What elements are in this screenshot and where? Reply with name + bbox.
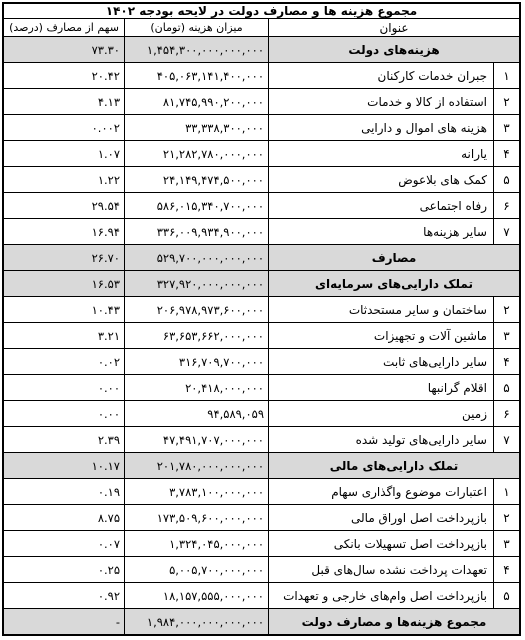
row-amount: ۱,۳۲۴,۰۴۵,۰۰۰,۰۰۰ [124, 531, 268, 556]
group-label: تملک دارایی‌های سرمایه‌ای [268, 271, 519, 296]
row-label: اعتبارات موضوع واگذاری سهام [268, 479, 493, 504]
table-row [4, 349, 519, 375]
header-amount: میزان هزینه (تومان) [124, 19, 268, 36]
table-row [4, 583, 519, 609]
row-number: ۲ [493, 297, 519, 322]
row-share: ۱.۰۷ [97, 146, 120, 161]
table-group-row [4, 609, 519, 634]
row-amount: ۱۸,۱۵۷,۵۵۵,۰۰۰,۰۰۰ [124, 583, 268, 608]
row-label: بازپرداخت اصل تسهیلات بانکی [268, 531, 493, 556]
row-number: ۶ [493, 193, 519, 218]
table-row [4, 89, 519, 115]
row-number: ۴ [493, 557, 519, 582]
table-row [4, 401, 519, 427]
row-share: ۲۰.۴۲ [91, 68, 120, 83]
row-share: ۱۰.۴۳ [91, 302, 120, 317]
row-amount: ۶۳,۶۵۳,۶۶۲,۰۰۰,۰۰۰ [124, 323, 268, 348]
row-number: ۵ [493, 167, 519, 192]
row-share: ۱.۲۲ [97, 172, 120, 187]
row-amount: ۱,۴۵۴,۳۰۰,۰۰۰,۰۰۰,۰۰۰ [124, 37, 268, 62]
group-label: مجموع هزینه‌ها و مصارف دولت [268, 609, 519, 634]
table-row [4, 115, 519, 141]
row-amount: ۴۷,۴۹۱,۷۰۷,۰۰۰,۰۰۰ [124, 427, 268, 452]
table-title: مجموع هزینه ها و مصارف دولت در لایحه بودجه ۱۴۰۲ [4, 4, 519, 19]
row-label: سایر دارایی‌های تولید شده [268, 427, 493, 452]
row-share: ۰.۰۰ [97, 406, 120, 421]
row-amount: ۲۰,۴۱۸,۰۰۰,۰۰۰ [124, 375, 268, 400]
group-label: تملک دارایی‌های مالی [268, 453, 519, 478]
row-label: زمین [268, 401, 493, 426]
group-label: مصارف [268, 245, 519, 270]
row-share: ۰.۰۰۲ [91, 120, 120, 135]
table-row [4, 219, 519, 245]
row-share: ۲۹.۵۴ [91, 198, 120, 213]
table-row [4, 479, 519, 505]
row-amount: ۱,۹۸۴,۰۰۰,۰۰۰,۰۰۰,۰۰۰ [124, 609, 268, 634]
row-share: ۱۶.۵۳ [91, 276, 120, 291]
row-amount: ۵۲۹,۷۰۰,۰۰۰,۰۰۰,۰۰۰ [124, 245, 268, 270]
row-label: بازپرداخت اصل اوراق مالی [268, 505, 493, 530]
table-group-row [4, 245, 519, 271]
row-share: ۰.۰۷ [97, 536, 120, 551]
row-share: ۰.۰۲ [97, 354, 120, 369]
table-row [4, 193, 519, 219]
row-label: یارانه [268, 141, 493, 166]
row-number: ۵ [493, 583, 519, 608]
table-row [4, 531, 519, 557]
row-label: جبران خدمات کارکنان [268, 63, 493, 88]
row-share: ۸.۷۵ [97, 510, 120, 525]
table-body [4, 37, 519, 634]
row-share: ۱۶.۹۴ [91, 224, 120, 239]
row-amount: ۱۷۳,۵۰۹,۶۰۰,۰۰۰,۰۰۰ [124, 505, 268, 530]
row-share: ۱۰.۱۷ [91, 458, 120, 473]
table-row [4, 375, 519, 401]
row-label: سایر دارایی‌های ثابت [268, 349, 493, 374]
table-row [4, 323, 519, 349]
row-amount: ۲۰۱,۷۸۰,۰۰۰,۰۰۰,۰۰۰ [124, 453, 268, 478]
row-number: ۲ [493, 89, 519, 114]
row-amount: ۳,۷۸۳,۱۰۰,۰۰۰,۰۰۰ [124, 479, 268, 504]
row-amount: ۳۳۶,۰۰۹,۹۳۴,۹۰۰,۰۰۰ [124, 219, 268, 244]
row-share: ۰.۲۵ [97, 562, 120, 577]
table-group-row [4, 271, 519, 297]
row-number: ۶ [493, 401, 519, 426]
row-label: رفاه اجتماعی [268, 193, 493, 218]
row-share: ۴.۱۳ [97, 94, 120, 109]
row-label: ساختمان و سایر مستحدثات [268, 297, 493, 322]
row-number: ۵ [493, 375, 519, 400]
row-share: ۲.۳۹ [97, 432, 120, 447]
row-label: هزینه های اموال و دارایی [268, 115, 493, 140]
row-share: ۲۶.۷۰ [91, 250, 120, 265]
row-amount: ۳۱۶,۷۰۹,۷۰۰,۰۰۰ [124, 349, 268, 374]
row-amount: ۲۰۶,۹۷۸,۹۷۳,۶۰۰,۰۰۰ [124, 297, 268, 322]
row-share: - [115, 614, 120, 629]
row-label: کمک های بلاعوض [268, 167, 493, 192]
row-amount: ۸۱,۷۴۵,۹۹۰,۲۰۰,۰۰۰ [124, 89, 268, 114]
row-amount: ۲۴,۱۴۹,۴۷۴,۵۰۰,۰۰۰ [124, 167, 268, 192]
table-row [4, 63, 519, 89]
row-label: سایر هزینه‌ها [268, 219, 493, 244]
budget-table [2, 2, 521, 636]
row-number: ۱ [493, 479, 519, 504]
row-number: ۴ [493, 349, 519, 374]
row-number: ۳ [493, 323, 519, 348]
row-share: ۳.۲۱ [97, 328, 120, 343]
row-share: ۰.۰۰ [97, 380, 120, 395]
table-group-row [4, 453, 519, 479]
table-row [4, 557, 519, 583]
row-label: استفاده از کالا و خدمات [268, 89, 493, 114]
table-row [4, 427, 519, 453]
table-group-row [4, 37, 519, 63]
row-share: ۰.۹۲ [97, 588, 120, 603]
header-share: سهم از مصارف (درصد) [9, 21, 119, 35]
row-number: ۳ [493, 115, 519, 140]
row-amount: ۵,۰۰۵,۷۰۰,۰۰۰,۰۰۰ [124, 557, 268, 582]
row-amount: ۳۲۷,۹۲۰,۰۰۰,۰۰۰,۰۰۰ [124, 271, 268, 296]
row-amount: ۳۳,۳۳۸,۳۰۰,۰۰۰ [124, 115, 268, 140]
row-number: ۲ [493, 505, 519, 530]
table-header [4, 19, 519, 37]
row-amount: ۹۴,۵۸۹,۰۵۹ [124, 401, 268, 426]
row-label: بازپرداخت اصل وام‌های خارجی و تعهدات [268, 583, 493, 608]
row-number: ۱ [493, 63, 519, 88]
row-number: ۷ [493, 427, 519, 452]
table-row [4, 297, 519, 323]
row-label: اقلام گرانبها [268, 375, 493, 400]
row-number: ۳ [493, 531, 519, 556]
row-label: تعهدات پرداخت نشده سال‌های قبل [268, 557, 493, 582]
header-title: عنوان [268, 19, 519, 36]
row-label: ماشین آلات و تجهیزات [268, 323, 493, 348]
group-label: هزینه‌های دولت [268, 37, 519, 62]
row-amount: ۴۰۵,۰۶۳,۱۴۱,۴۰۰,۰۰۰ [124, 63, 268, 88]
row-share: ۷۳.۳۰ [91, 42, 120, 57]
row-number: ۴ [493, 141, 519, 166]
table-row [4, 141, 519, 167]
table-row [4, 505, 519, 531]
row-amount: ۲۱,۲۸۲,۷۸۰,۰۰۰,۰۰۰ [124, 141, 268, 166]
table-row [4, 167, 519, 193]
row-share: ۰.۱۹ [97, 484, 120, 499]
row-amount: ۵۸۶,۰۱۵,۳۴۰,۷۰۰,۰۰۰ [124, 193, 268, 218]
row-number: ۷ [493, 219, 519, 244]
